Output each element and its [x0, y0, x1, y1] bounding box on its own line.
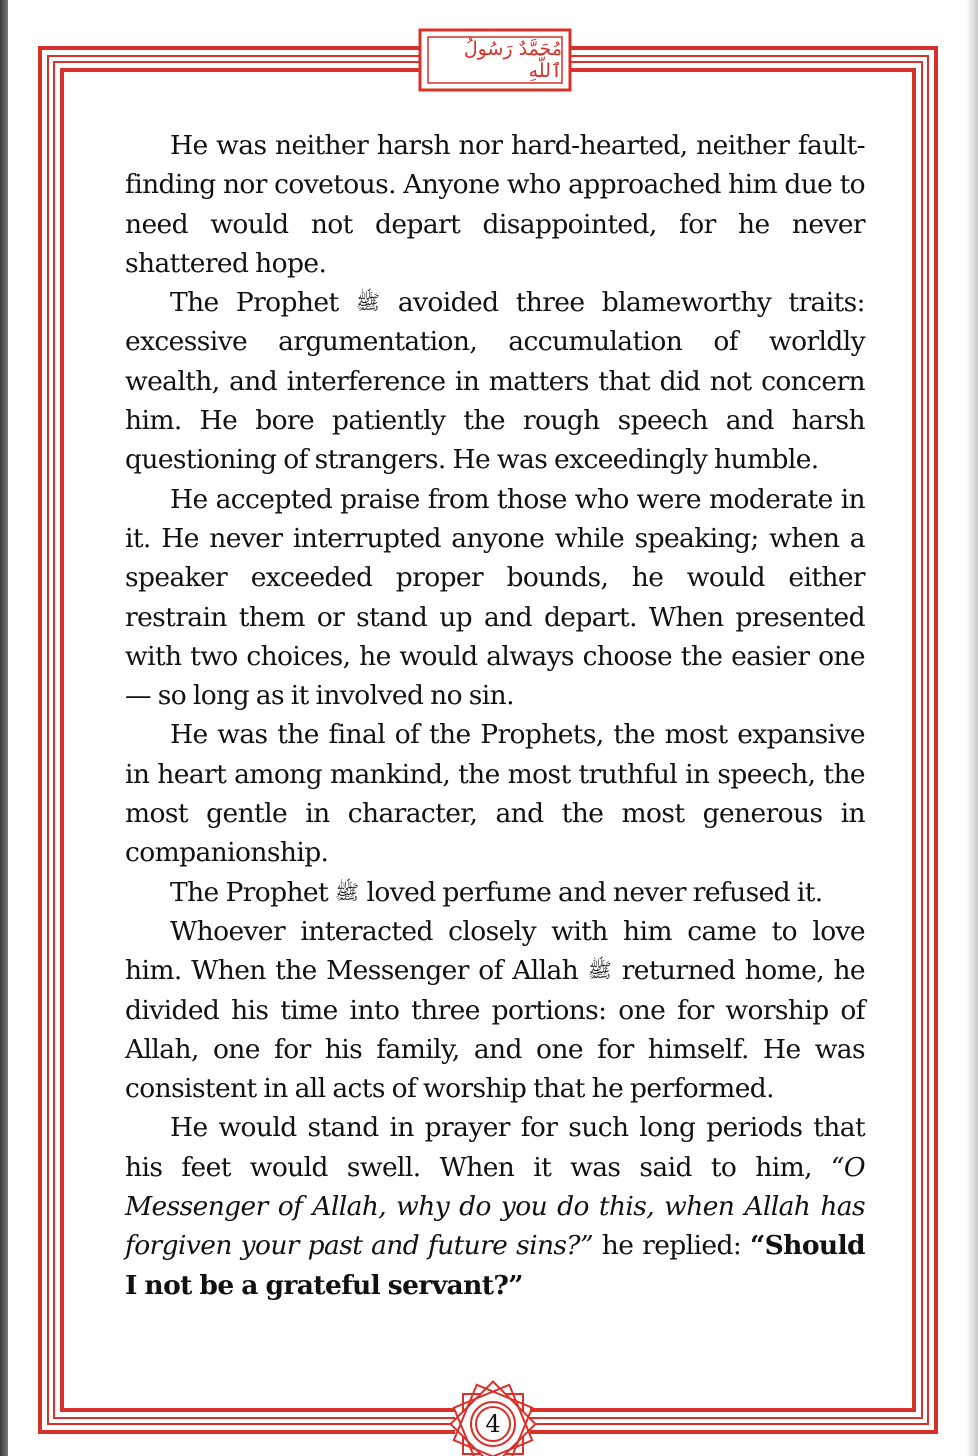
paragraph	[125, 873, 865, 912]
body-text	[125, 126, 865, 1305]
paragraph-text: He would stand in prayer for such long periods that his feet would swell. When it was said to him,	[125, 1112, 865, 1183]
honorific-icon: ﷺ	[587, 958, 612, 983]
paragraph-text: loved perfume and never refused it.	[366, 876, 823, 908]
paragraph-text: He accepted praise from those who were moderate in it. He never interrupted anyone while speaking; when a speaker exceeded proper bounds, he would either restrain them or stand up and depart. When presented with two choices, he would always choose the easier one — so long as it involved no sin.	[125, 483, 865, 712]
paragraph-text: The Prophet	[170, 287, 339, 319]
paragraph	[125, 715, 865, 872]
paragraph-text: He was the final of the Prophets, the most expansive in heart among mankind, the most truthful in speech, the most gentle in character, and the most generous in companionship.	[125, 719, 865, 869]
paragraph-text: The Prophet	[170, 876, 329, 908]
paragraph-text: avoided three blameworthy traits: excessive argumentation, accumulation of worldly wealth, and interference in matters that did not concern him. He bore patiently the rough speech and harsh questioning of strangers. He was exceedingly humble.	[125, 287, 865, 476]
paragraph	[125, 912, 865, 1108]
paragraph	[125, 283, 865, 479]
arabic-title: مُحَمَّدٌ رَسُولُ ٱللَّهِ	[463, 38, 562, 82]
page-number	[473, 1404, 513, 1444]
honorific-icon: ﷺ	[334, 879, 360, 904]
paragraph	[125, 126, 865, 283]
page-number-text: 4	[485, 1410, 501, 1438]
quoted-question: “O Messenger of Allah, why do you do this, when Allah has forgiven your past and future sins?”	[125, 1151, 865, 1262]
header-title	[428, 40, 562, 80]
honorific-icon: ﷺ	[355, 290, 380, 315]
paragraph	[125, 480, 865, 716]
paragraph-text: returned home, he divided his time into three portions: one for worship of Allah, one for his family, and one for himself. He was consistent in all acts of worship that he performed.	[125, 955, 865, 1105]
paragraph-text: Whoever interacted closely with him came to love him. When the Messenger of Allah	[125, 915, 865, 987]
paragraph-text: He was neither harsh nor hard-hearted, neither fault-finding nor covetous. Anyone who approached him due to need would not depart disappointed, for he never shattered hope.	[125, 130, 865, 279]
paragraph-text: he replied:	[601, 1230, 742, 1262]
quoted-reply: “Should I not be a grateful servant?”	[125, 1230, 865, 1301]
paragraph	[125, 1108, 865, 1304]
